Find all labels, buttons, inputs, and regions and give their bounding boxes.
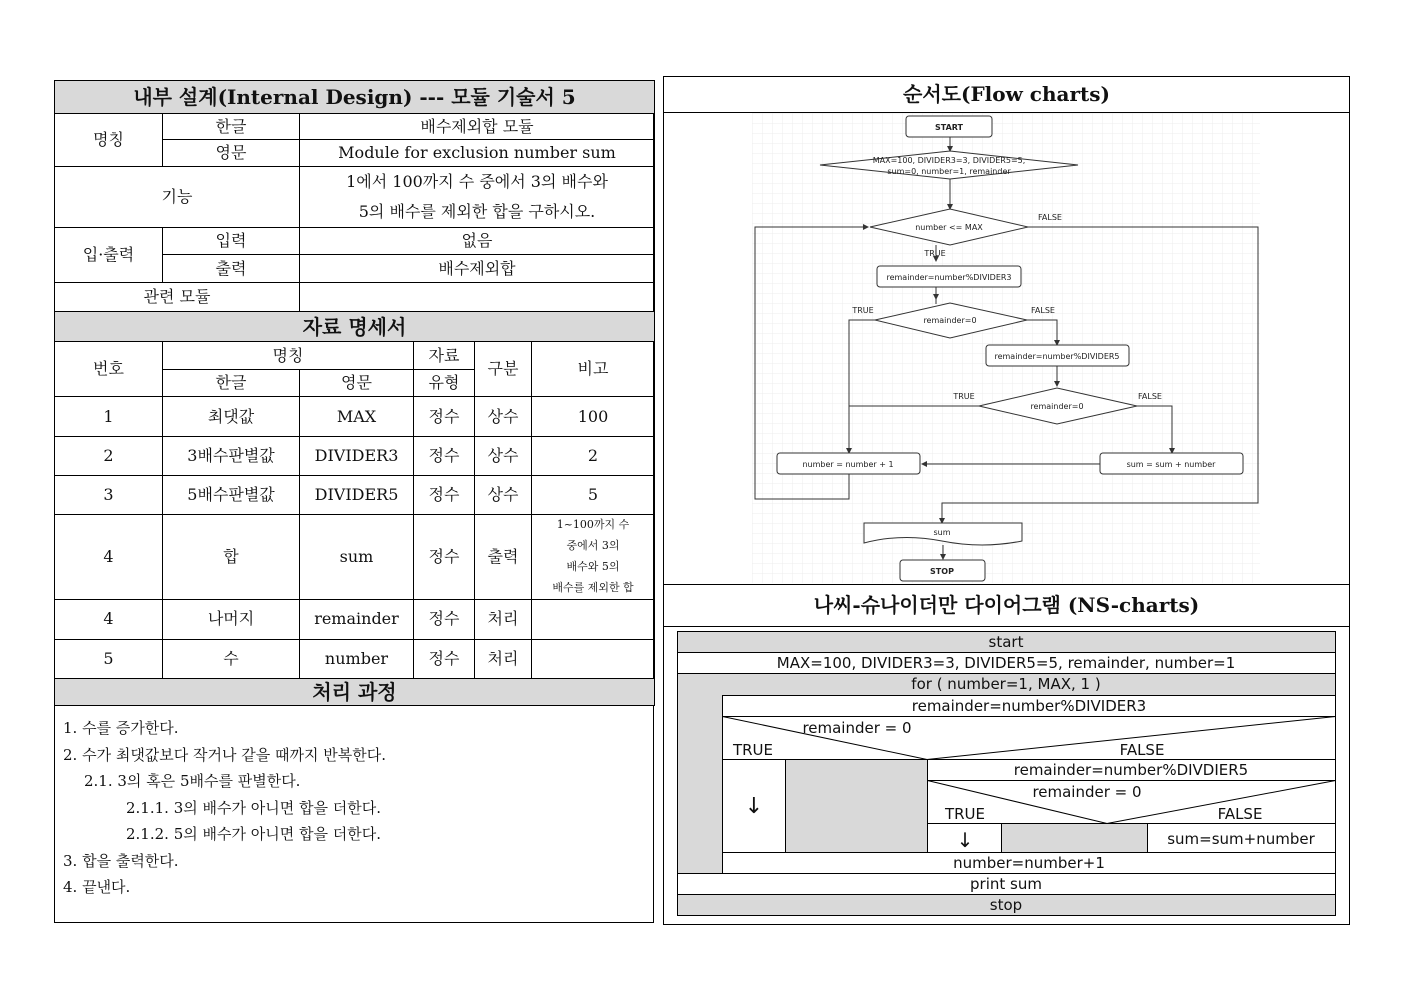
table-row: 5 수 number 정수 처리 <box>55 639 655 678</box>
fc-true-1: TRUE <box>924 249 946 258</box>
table-row: 4 나머지 remainder 정수 처리 <box>55 599 655 639</box>
fc-true-3: TRUE <box>953 392 975 401</box>
fc-init-line2: sum=0, number=1, remainder <box>887 167 1011 176</box>
input-value: 없음 <box>300 228 655 255</box>
col-type-2: 유형 <box>414 370 475 397</box>
fc-false-3: FALSE <box>1138 392 1162 401</box>
ns-incr-label: number=number+1 <box>953 854 1105 872</box>
fc-true-2: TRUE <box>852 306 874 315</box>
ns-rem3-label: remainder=number%DIVIDER3 <box>911 697 1147 715</box>
ns-for-label: for ( number=1, MAX, 1 ) <box>911 675 1101 693</box>
table-row: 3 5배수판별값 DIVIDER5 정수 상수 5 <box>55 476 655 515</box>
table-row: 2 3배수판별값 DIVIDER3 정수 상수 2 <box>55 437 655 476</box>
step-2-1-1: 2.1.1. 3의 배수가 아니면 합을 더한다. <box>126 798 381 817</box>
col-english: 영문 <box>300 370 414 397</box>
ns-false-label-2: FALSE <box>1217 805 1263 823</box>
ns-stop-label: stop <box>989 896 1023 914</box>
english-value: Module for exclusion number sum <box>300 140 655 167</box>
ns-print-label: print sum <box>970 875 1042 893</box>
ns-down-arrow-1: ↓ <box>744 794 764 819</box>
flowchart-title: 순서도(Flow charts) <box>664 77 1349 113</box>
ns-cond2-label: remainder = 0 <box>1032 783 1142 801</box>
related-label: 관련 모듈 <box>55 283 300 312</box>
col-kind: 구분 <box>475 342 532 397</box>
korean-label: 한글 <box>163 114 300 140</box>
col-name: 명칭 <box>163 342 414 370</box>
ns-start-label: start <box>988 633 1024 651</box>
fc-add-label: sum = sum + number <box>1126 460 1216 469</box>
ns-cond1-label: remainder = 0 <box>802 719 912 737</box>
step-2-1-2: 2.1.2. 5의 배수가 아니면 합을 더한다. <box>126 825 381 843</box>
fc-stop-label: STOP <box>930 567 954 576</box>
fc-cond-rem5: remainder=0 <box>1030 402 1084 411</box>
function-value: 1에서 100까지 수 중에서 3의 배수와 5의 배수를 제외한 합을 구하시오. <box>300 167 655 228</box>
col-korean: 한글 <box>163 370 300 397</box>
output-label: 출력 <box>163 255 300 283</box>
ns-false-label-1: FALSE <box>1119 741 1165 759</box>
process-steps <box>55 695 653 901</box>
step-3: 3. 합을 출력한다. <box>63 851 179 870</box>
table-row: 4 합 sum 정수 출력 1~100까지 수 중에서 3의 배수와 5의 배수를 제외한 합 <box>55 515 655 600</box>
fc-false-2: FALSE <box>1031 306 1055 315</box>
ns-init-label: MAX=100, DIVIDER3=3, DIVIDER5=5, remainder, number=1 <box>776 654 1236 672</box>
ns-true-label-2: TRUE <box>944 805 986 823</box>
fc-loop-label: number <= MAX <box>915 223 983 232</box>
ns-add-label: sum=sum+number <box>1167 830 1315 848</box>
fc-cond-rem3: remainder=0 <box>923 316 977 325</box>
step-2: 2. 수가 최댓값보다 작거나 같을 때까지 반복한다. <box>63 745 386 764</box>
output-value: 배수제외합 <box>300 255 655 283</box>
col-no: 번호 <box>55 342 163 397</box>
fc-incr-label: number = number + 1 <box>802 460 894 469</box>
name-label: 명칭 <box>55 114 163 167</box>
fc-init-line1: MAX=100, DIVIDER3=3, DIVIDER5=5, <box>872 156 1026 165</box>
fc-start-label: START <box>934 123 964 132</box>
korean-value: 배수제외합 모듈 <box>300 114 655 140</box>
flowchart <box>752 113 1260 583</box>
module-spec-panel <box>54 80 654 923</box>
step-1: 1. 수를 증가한다. <box>63 719 179 737</box>
related-value <box>300 283 655 312</box>
io-label: 입·출력 <box>55 228 163 283</box>
step-4: 4. 끝낸다. <box>63 878 131 896</box>
ns-true-label-1: TRUE <box>732 741 774 759</box>
module-spec-table <box>54 80 655 706</box>
ns-empty-block-1 <box>786 760 928 853</box>
function-label: 기능 <box>55 167 300 228</box>
ns-rem5-label: remainder=number%DIVDIER5 <box>1013 761 1249 779</box>
data-spec-title: 자료 명세서 <box>55 312 655 342</box>
fc-output-label: sum <box>933 528 951 537</box>
nschart-title: 나씨-슈나이더만 다이어그램 (NS-charts) <box>664 584 1349 627</box>
fc-false-1: FALSE <box>1038 213 1062 222</box>
ns-chart <box>677 631 1337 921</box>
ns-down-arrow-2: ↓ <box>956 828 974 852</box>
spec-title: 내부 설계(Internal Design) --- 모듈 기술서 5 <box>55 81 655 114</box>
step-2-1: 2.1. 3의 혹은 5배수를 판별한다. <box>84 772 301 790</box>
table-row: 1 최댓값 MAX 정수 상수 100 <box>55 397 655 437</box>
col-type-1: 자료 <box>414 342 475 370</box>
input-label: 입력 <box>163 228 300 255</box>
fc-rem5-label: remainder=number%DIVIDER5 <box>994 352 1120 361</box>
sum-note: 1~100까지 수 중에서 3의 배수와 5의 배수를 제외한 합 <box>532 515 655 600</box>
charts-panel <box>663 76 1350 925</box>
fc-rem3-label: remainder=number%DIVIDER3 <box>886 273 1012 282</box>
process-title: 처리 과정 <box>55 678 655 705</box>
ns-empty-block-2 <box>1002 824 1148 853</box>
english-label: 영문 <box>163 140 300 167</box>
col-note: 비고 <box>532 342 655 397</box>
